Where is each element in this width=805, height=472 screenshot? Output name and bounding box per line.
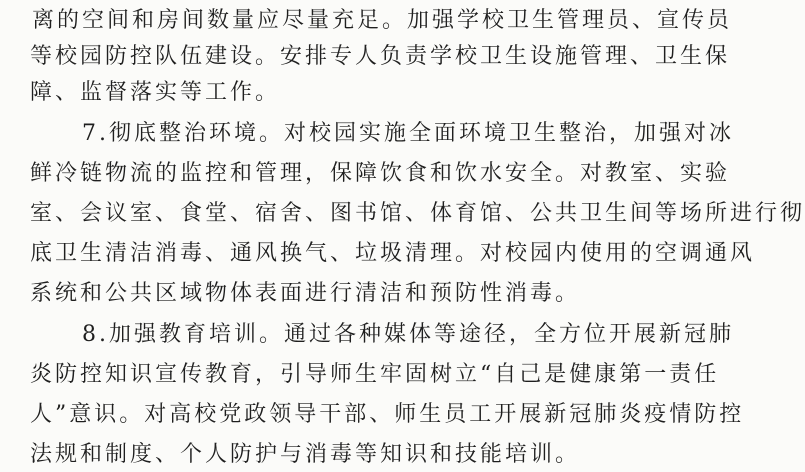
text-line: 障、监督落实等工作。	[30, 80, 281, 105]
text-line: 法规和制度、个人防护与消毒等知识和技能培训。	[30, 442, 581, 467]
section-7-heading-line: 7.彻底整治环境。对校园实施全面环境卫生整治，加强对冰	[82, 121, 734, 146]
text-line: 系统和公共区域物体表面进行清洁和预防性消毒。	[30, 281, 581, 306]
text-line: 等校园防控队伍建设。安排专人负责学校卫生设施管理、卫生保	[30, 44, 731, 69]
text-line: 炎防控知识宣传教育，引导师生牢固树立“自己是健康第一责任	[30, 362, 720, 387]
section-8-heading-line: 8.加强教育培训。通过各种媒体等途径，全方位开展新冠肺	[82, 322, 734, 347]
text-line: 底卫生清洁消毒、通风换气、垃圾清理。对校园内使用的空调通风	[30, 241, 756, 266]
text-line: 离的空间和房间数量应尽量充足。加强学校卫生管理员、宣传员	[32, 8, 733, 33]
text-line: 人”意识。对高校党政领导干部、师生员工开展新冠肺炎疫情防控	[30, 402, 745, 427]
text-line: 室、会议室、食堂、宿舍、图书馆、体育馆、公共卫生间等场所进行彻	[30, 201, 805, 226]
text-line: 鲜冷链物流的监控和管理，保障饮食和饮水安全。对教室、实验	[30, 161, 731, 186]
